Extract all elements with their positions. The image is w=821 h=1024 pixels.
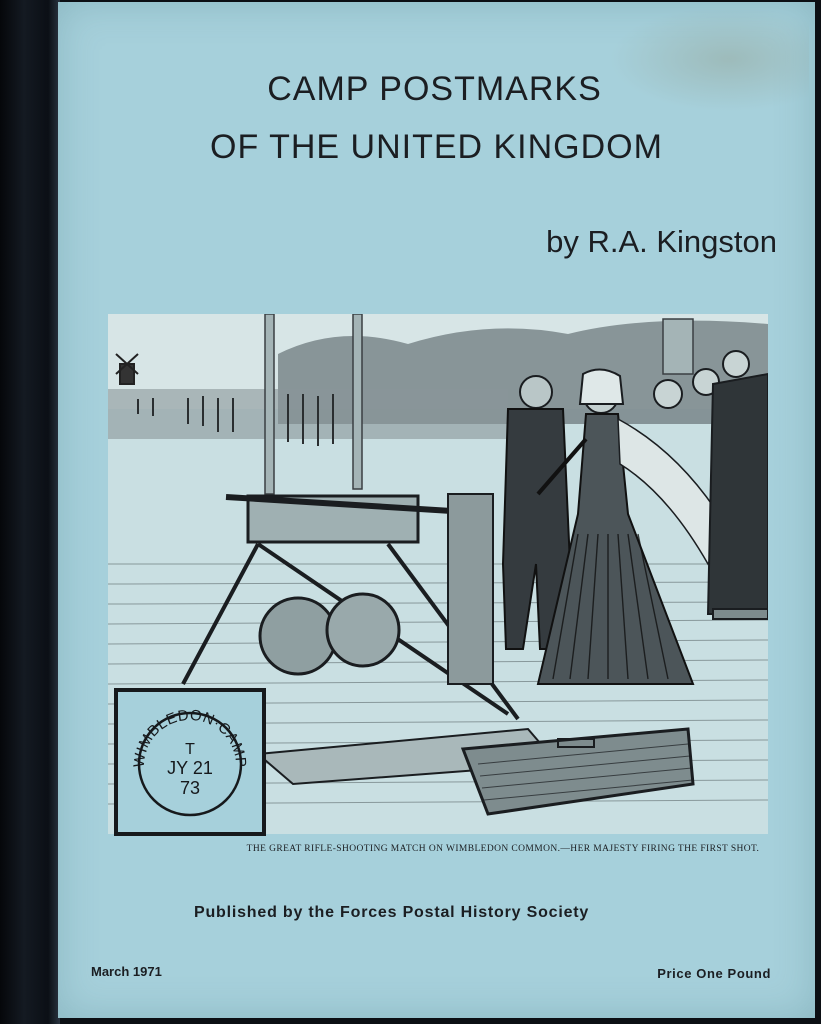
title-line-1: CAMP POSTMARKS — [267, 70, 602, 108]
background-crowd — [108, 389, 508, 439]
wooden-post — [448, 494, 493, 684]
author-line: by R.A. Kingston — [546, 224, 777, 259]
postmark — [118, 692, 262, 832]
postmark-date: JY 21 — [167, 758, 213, 778]
postmark-ring-text: WIMBLEDON·CAMP — [130, 706, 250, 769]
counterweight-left — [260, 598, 336, 674]
title-line-2: OF THE UNITED KINGDOM — [210, 128, 663, 166]
postmark-letter: T — [185, 741, 195, 758]
illustration-caption: THE GREAT RIFLE-SHOOTING MATCH ON WIMBLEDON COMMON.—HER MAJESTY FIRING THE FIRST SHOT. — [246, 844, 760, 854]
publisher-line: Published by the Forces Postal History Society — [194, 904, 590, 921]
counterweight-right — [327, 594, 399, 666]
book-cover — [58, 2, 815, 1018]
gun-barrel — [713, 609, 768, 619]
price-label: Price One Pound — [657, 966, 771, 981]
book-spine — [0, 0, 60, 1024]
postmark-year: 73 — [179, 778, 201, 798]
publication-date: March 1971 — [91, 964, 162, 979]
postmark-frame — [114, 688, 266, 836]
